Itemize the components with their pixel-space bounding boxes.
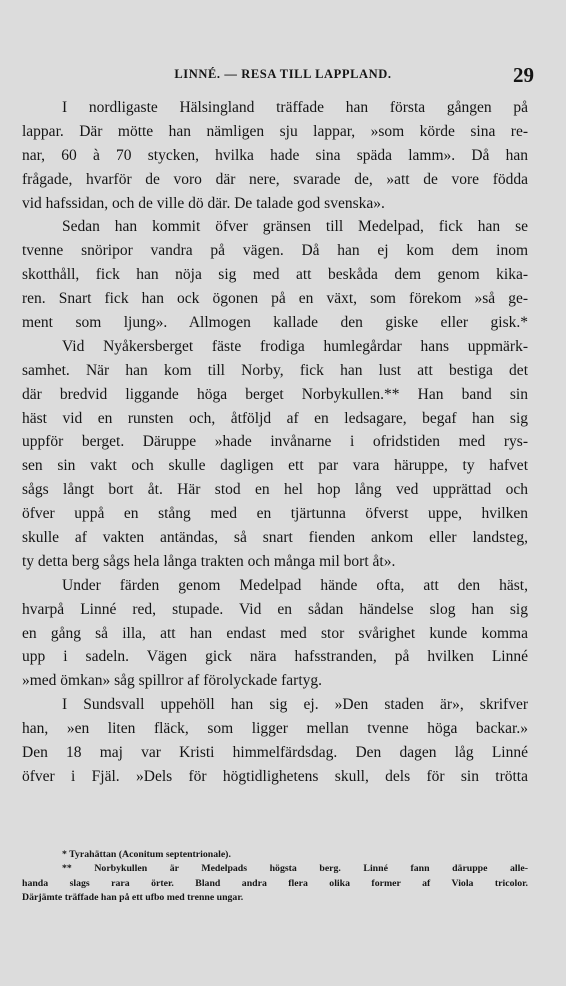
- text-line: där bredvid liggande höga berget Norbykullen.** Han band sin: [22, 385, 528, 403]
- text-line: en gång så illa, att han endast med stor svårighet kunde komma: [22, 624, 528, 642]
- text-line: uppför berget. Däruppe »hade invånarne i ofridstiden med rys-: [22, 433, 528, 451]
- footnote-line: Därjämte träffade han på ett ufbo med trenne ungar.: [22, 892, 244, 904]
- text-line: sen sin vakt och skulle dagligen ett par vara häruppe, ty hafvet: [22, 457, 528, 475]
- text-line: ment som ljung». Allmogen kallade den giske eller gisk.*: [22, 314, 528, 332]
- text-line: häst vid en runsten och, åtföljd af en ledsagare, begaf han sig: [22, 409, 528, 427]
- text-line: I Sundsvall uppehöll han sig ej. »Den staden är», skrifver: [62, 696, 528, 714]
- running-title: LINNÉ. — RESA TILL LAPPLAND.: [174, 67, 392, 81]
- text-line: skulle af vakten antändas, så snart fienden ankom eller landsteg,: [22, 529, 528, 547]
- text-line: Under färden genom Medelpad hände ofta, att den häst,: [62, 576, 528, 594]
- body-text: [22, 96, 528, 789]
- footnote-line: handa slags rara örter. Bland andra flera olika former af Viola tricolor.: [22, 877, 528, 889]
- text-line: han, »en liten fläck, som ligger mellan tvenne höga backar.»: [22, 720, 528, 738]
- running-head: [20, 63, 546, 85]
- text-line: vid hafssidan, och de ville dö där. De talade god svenska».: [22, 194, 385, 212]
- footnote-line: * Tyrahättan (Aconitum septentrionale).: [62, 849, 231, 860]
- text-line: hvarpå Linné red, stupade. Vid en sådan händelse slog han sig: [22, 600, 528, 618]
- page-number: 29: [513, 63, 534, 87]
- text-line: tvenne snöripor vandra på vägen. Då han ej kom dem inom: [22, 242, 528, 260]
- text-line: Sedan han kommit öfver gränsen till Medelpad, fick han se: [62, 218, 528, 236]
- text-line: Den 18 maj var Kristi himmelfärdsdag. Den dagen låg Linné: [22, 744, 528, 762]
- text-line: lappar. Där mötte han nämligen sju lappar, »som körde sina re-: [22, 122, 528, 140]
- text-line: I nordligaste Hälsingland träffade han första gången på: [62, 99, 528, 116]
- text-line: »med ömkan» såg spillror af förolyckade fartyg.: [22, 672, 323, 690]
- text-line: frågade, hvarför de voro där nere, svarade de, »att de vore födda: [22, 170, 528, 188]
- text-line: skotthåll, fick han nöja sig med att beskåda dem genom kika-: [22, 266, 528, 284]
- text-line: Vid Nyåkersberget fäste frodiga humlegårdar hans uppmärk-: [62, 337, 528, 355]
- text-line: samhet. När han kom till Norby, fick han lust att bestiga det: [22, 361, 528, 379]
- footnote-line: ** Norbykullen är Medelpads högsta berg. Linné fann däruppe alle-: [62, 863, 528, 875]
- text-line: ty detta berg sågs hela långa trakten och många mil bort åt».: [22, 552, 396, 570]
- text-line: upp i sadeln. Vägen gick nära hafsstranden, på hvilken Linné: [22, 648, 528, 666]
- footnotes: [22, 848, 528, 906]
- text-line: ren. Snart fick han ock ögonen på en växt, som förekom »så ge-: [22, 290, 528, 308]
- text-line: sågs långt bort åt. Här stod en hel hop lång ved upprättad och: [22, 481, 528, 499]
- text-line: öfver uppå en stång med en tjärtunna öfverst uppe, hvilken: [22, 505, 528, 523]
- text-line: öfver i Fjäl. »Dels för högtidlighetens skull, dels för sin trötta: [22, 767, 528, 785]
- text-line: nar, 60 à 70 stycken, hvilka hade sina späda lamm». Då han: [22, 146, 528, 164]
